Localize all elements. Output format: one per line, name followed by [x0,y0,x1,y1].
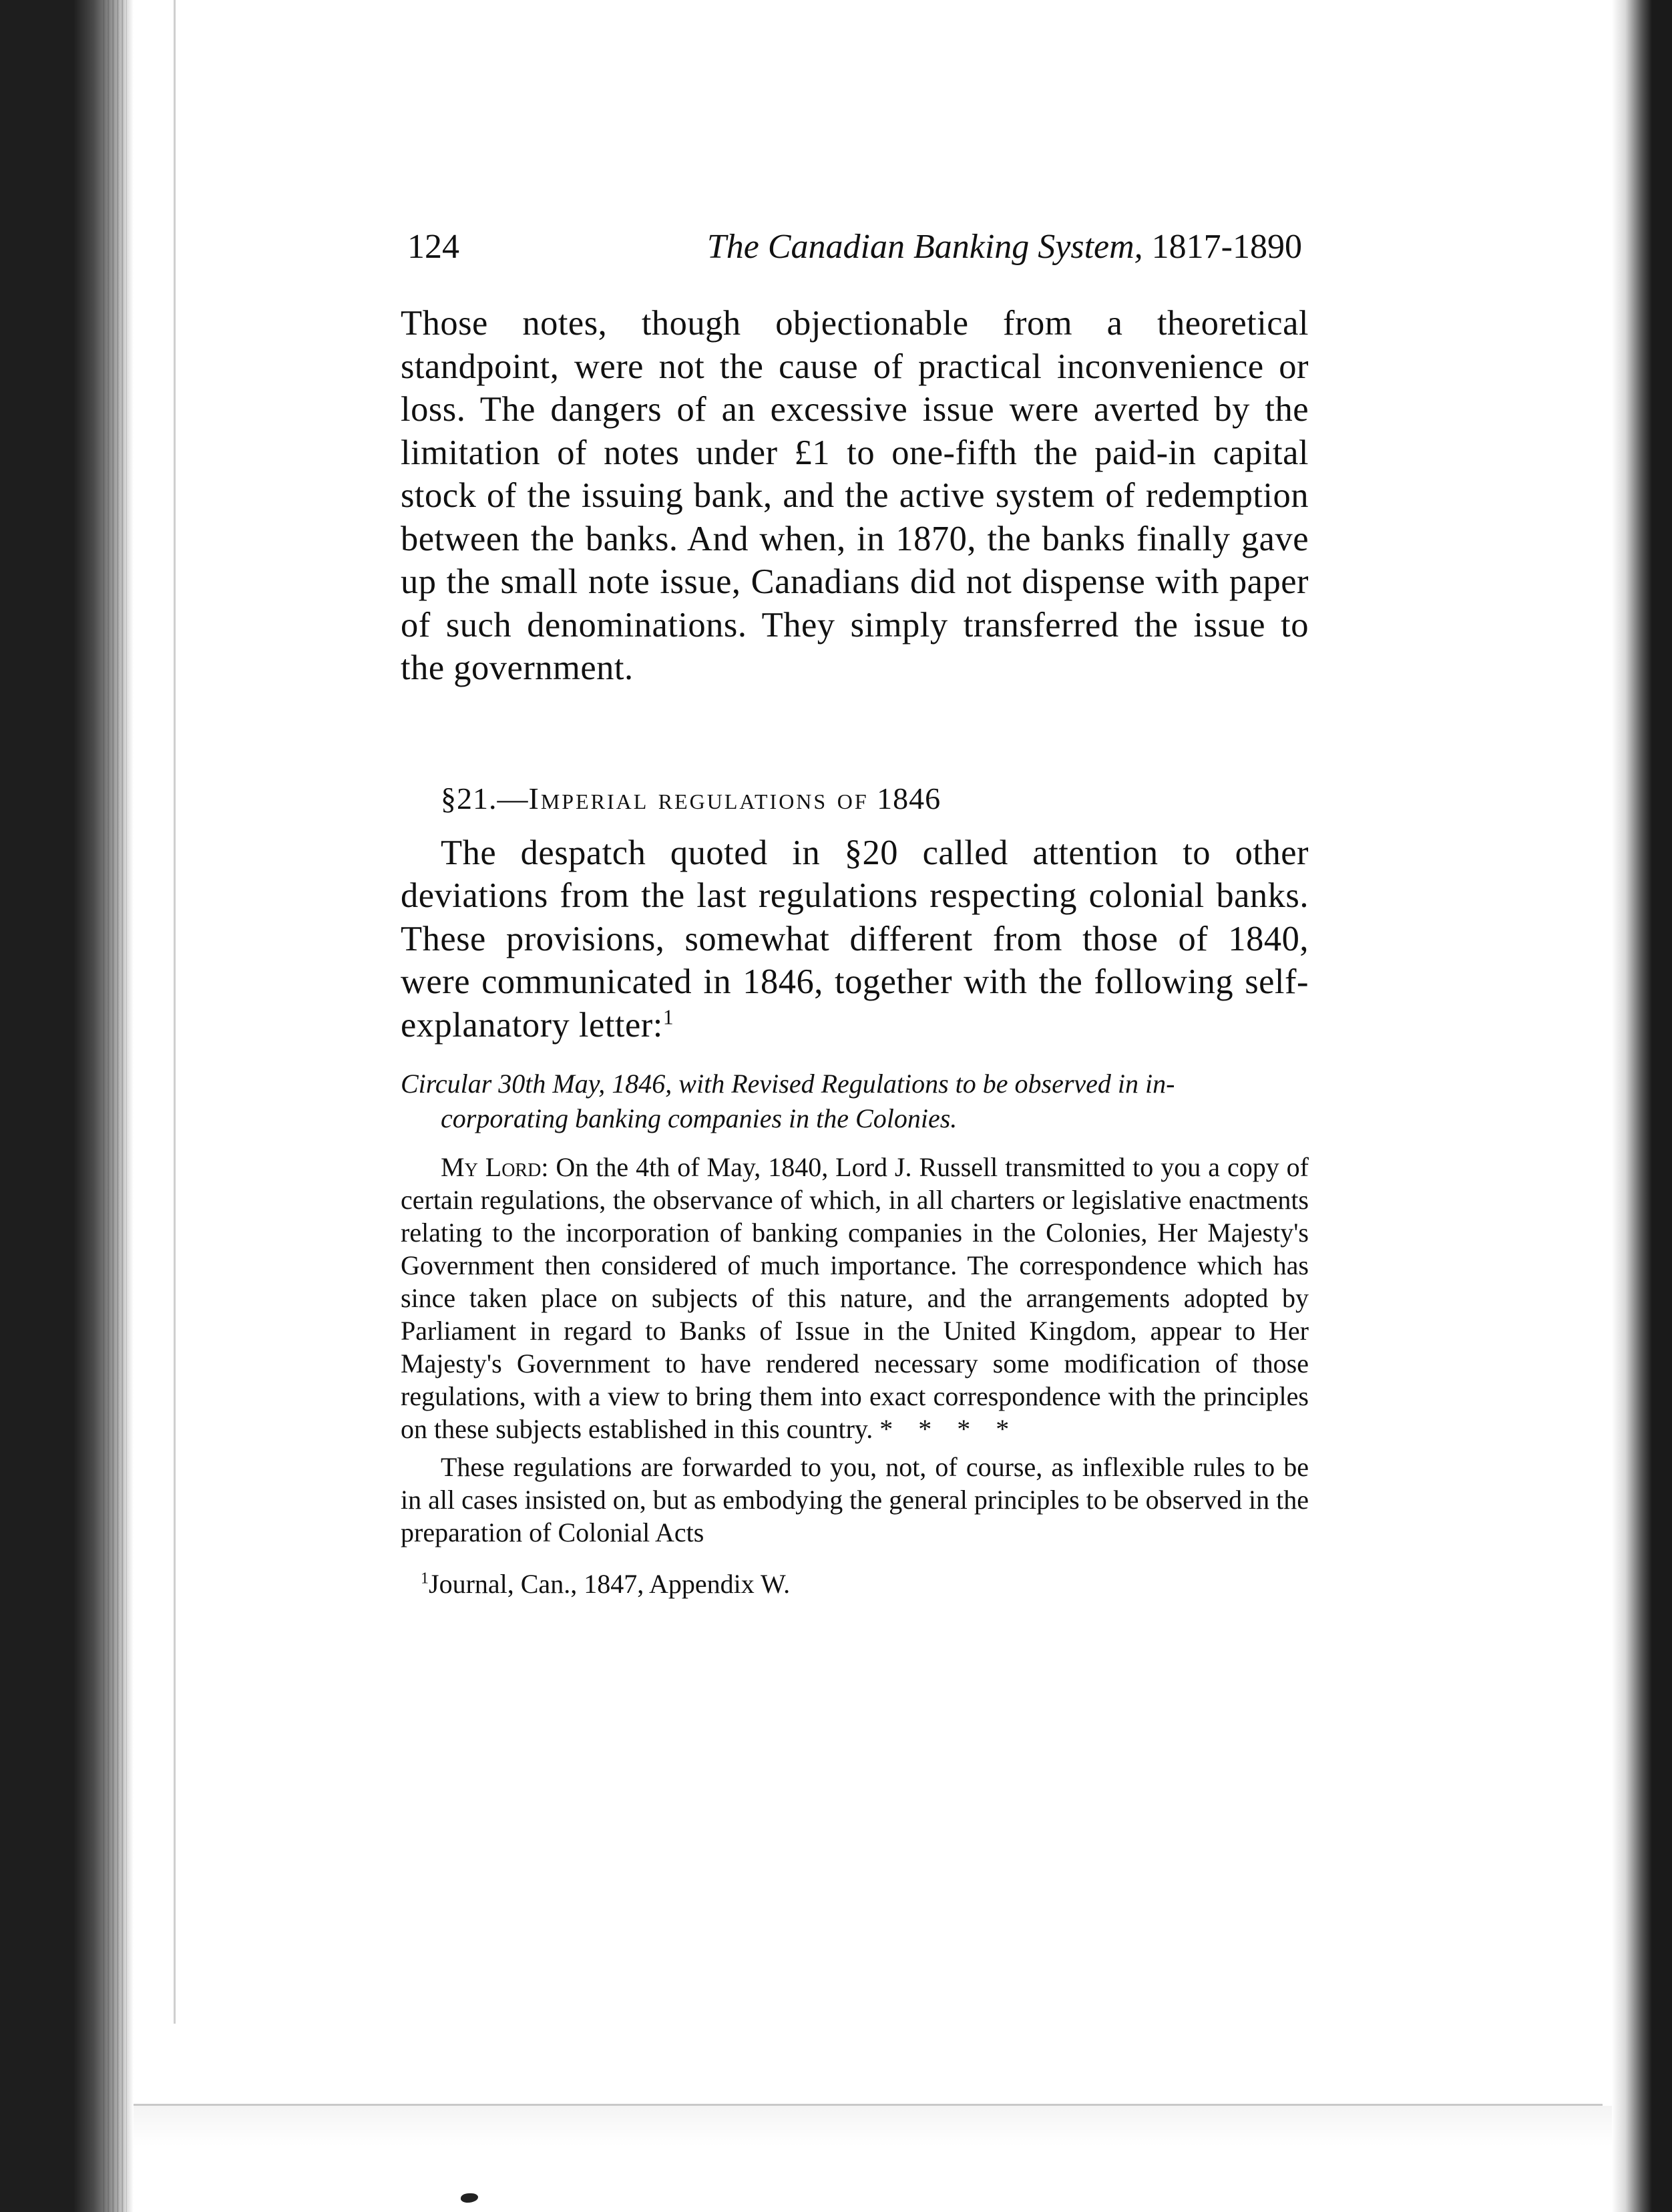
paragraph-despatch [401,832,1309,1047]
page-bottom-shadow [134,2106,1612,2212]
page-gutter-line [174,0,176,2024]
section-heading [401,775,1309,822]
page-stack-edges [100,0,127,2212]
circular-heading [401,1067,1309,1136]
section-title: Imperial regulations of [528,781,869,815]
letter-paragraph-2: These regulations are forwarded to you, not, of course, as inflexible rules to be in all cases insisted on, but as embodying the general principles to be observed in the preparation of Colonial Acts [401,1452,1309,1547]
section-number: §21.— [441,781,529,815]
section-year: 1846 [877,781,942,815]
book-right-edge [1612,0,1672,2212]
letter-paragraph-1 [401,1151,1309,1445]
footnote-text: Journal, Can., 1847, Appendix W. [429,1569,791,1599]
letter-asterisks: * * * * [879,1414,1019,1444]
page-content [401,220,1309,1602]
running-title-text: The Canadian Banking System, [706,228,1143,266]
paragraph-small-notes: Those notes, though objectionable from a theoretical standpoint, were not the cause of practical inconvenience or loss. The dangers of an excessive issue were averted by the limitation of notes under £1 to one-fifth the paid-in capital stock of the issuing bank, and the active system of redemption between the banks. And when, in 1870, the banks finally gave up the small note issue, Canadians did not dispense with paper of such denominations. They simply transferred the issue to the government. [401,304,1309,687]
footnote [401,1566,1309,1602]
footnote-reference: 1 [662,1005,674,1029]
running-head [401,220,1309,274]
circular-heading-line-1: Circular 30th May, 1846, with Revised Regulations to be observed in in- [401,1069,1175,1099]
footnote-marker: 1 [421,1570,429,1588]
letter-salutation: My Lord: [441,1152,549,1182]
running-title [707,220,1302,274]
letter-body-1: On the 4th of May, 1840, Lord J. Russell transmitted to you a copy of certain regulations, the observance of which, in all charters or legislative enactments relating to the incorporation of banking companies in the Colonies, Her Majesty's Government then considered of much importance. The correspondence which has since taken place on subjects of this nature, and the arrangements adopted by Parliament in regard to Banks of Issue in the United Kingdom, appear to Her Majesty's Government to have rendered necessary some modification of those regulations, with a view to bring them into exact correspondence with the principles on these subjects established in this country. [401,1152,1309,1444]
paragraph-despatch-text: The despatch quoted in §20 called attention to other deviations from the last regulations respecting colonial banks. These provisions, somewhat different from those of 1840, were communicated in 1846, together with the following self-explanatory letter: [401,833,1309,1045]
running-title-years: 1817-1890 [1151,228,1302,266]
circular-heading-line-2: corporating banking companies in the Colonies. [441,1103,958,1133]
page-number: 124 [407,228,459,266]
